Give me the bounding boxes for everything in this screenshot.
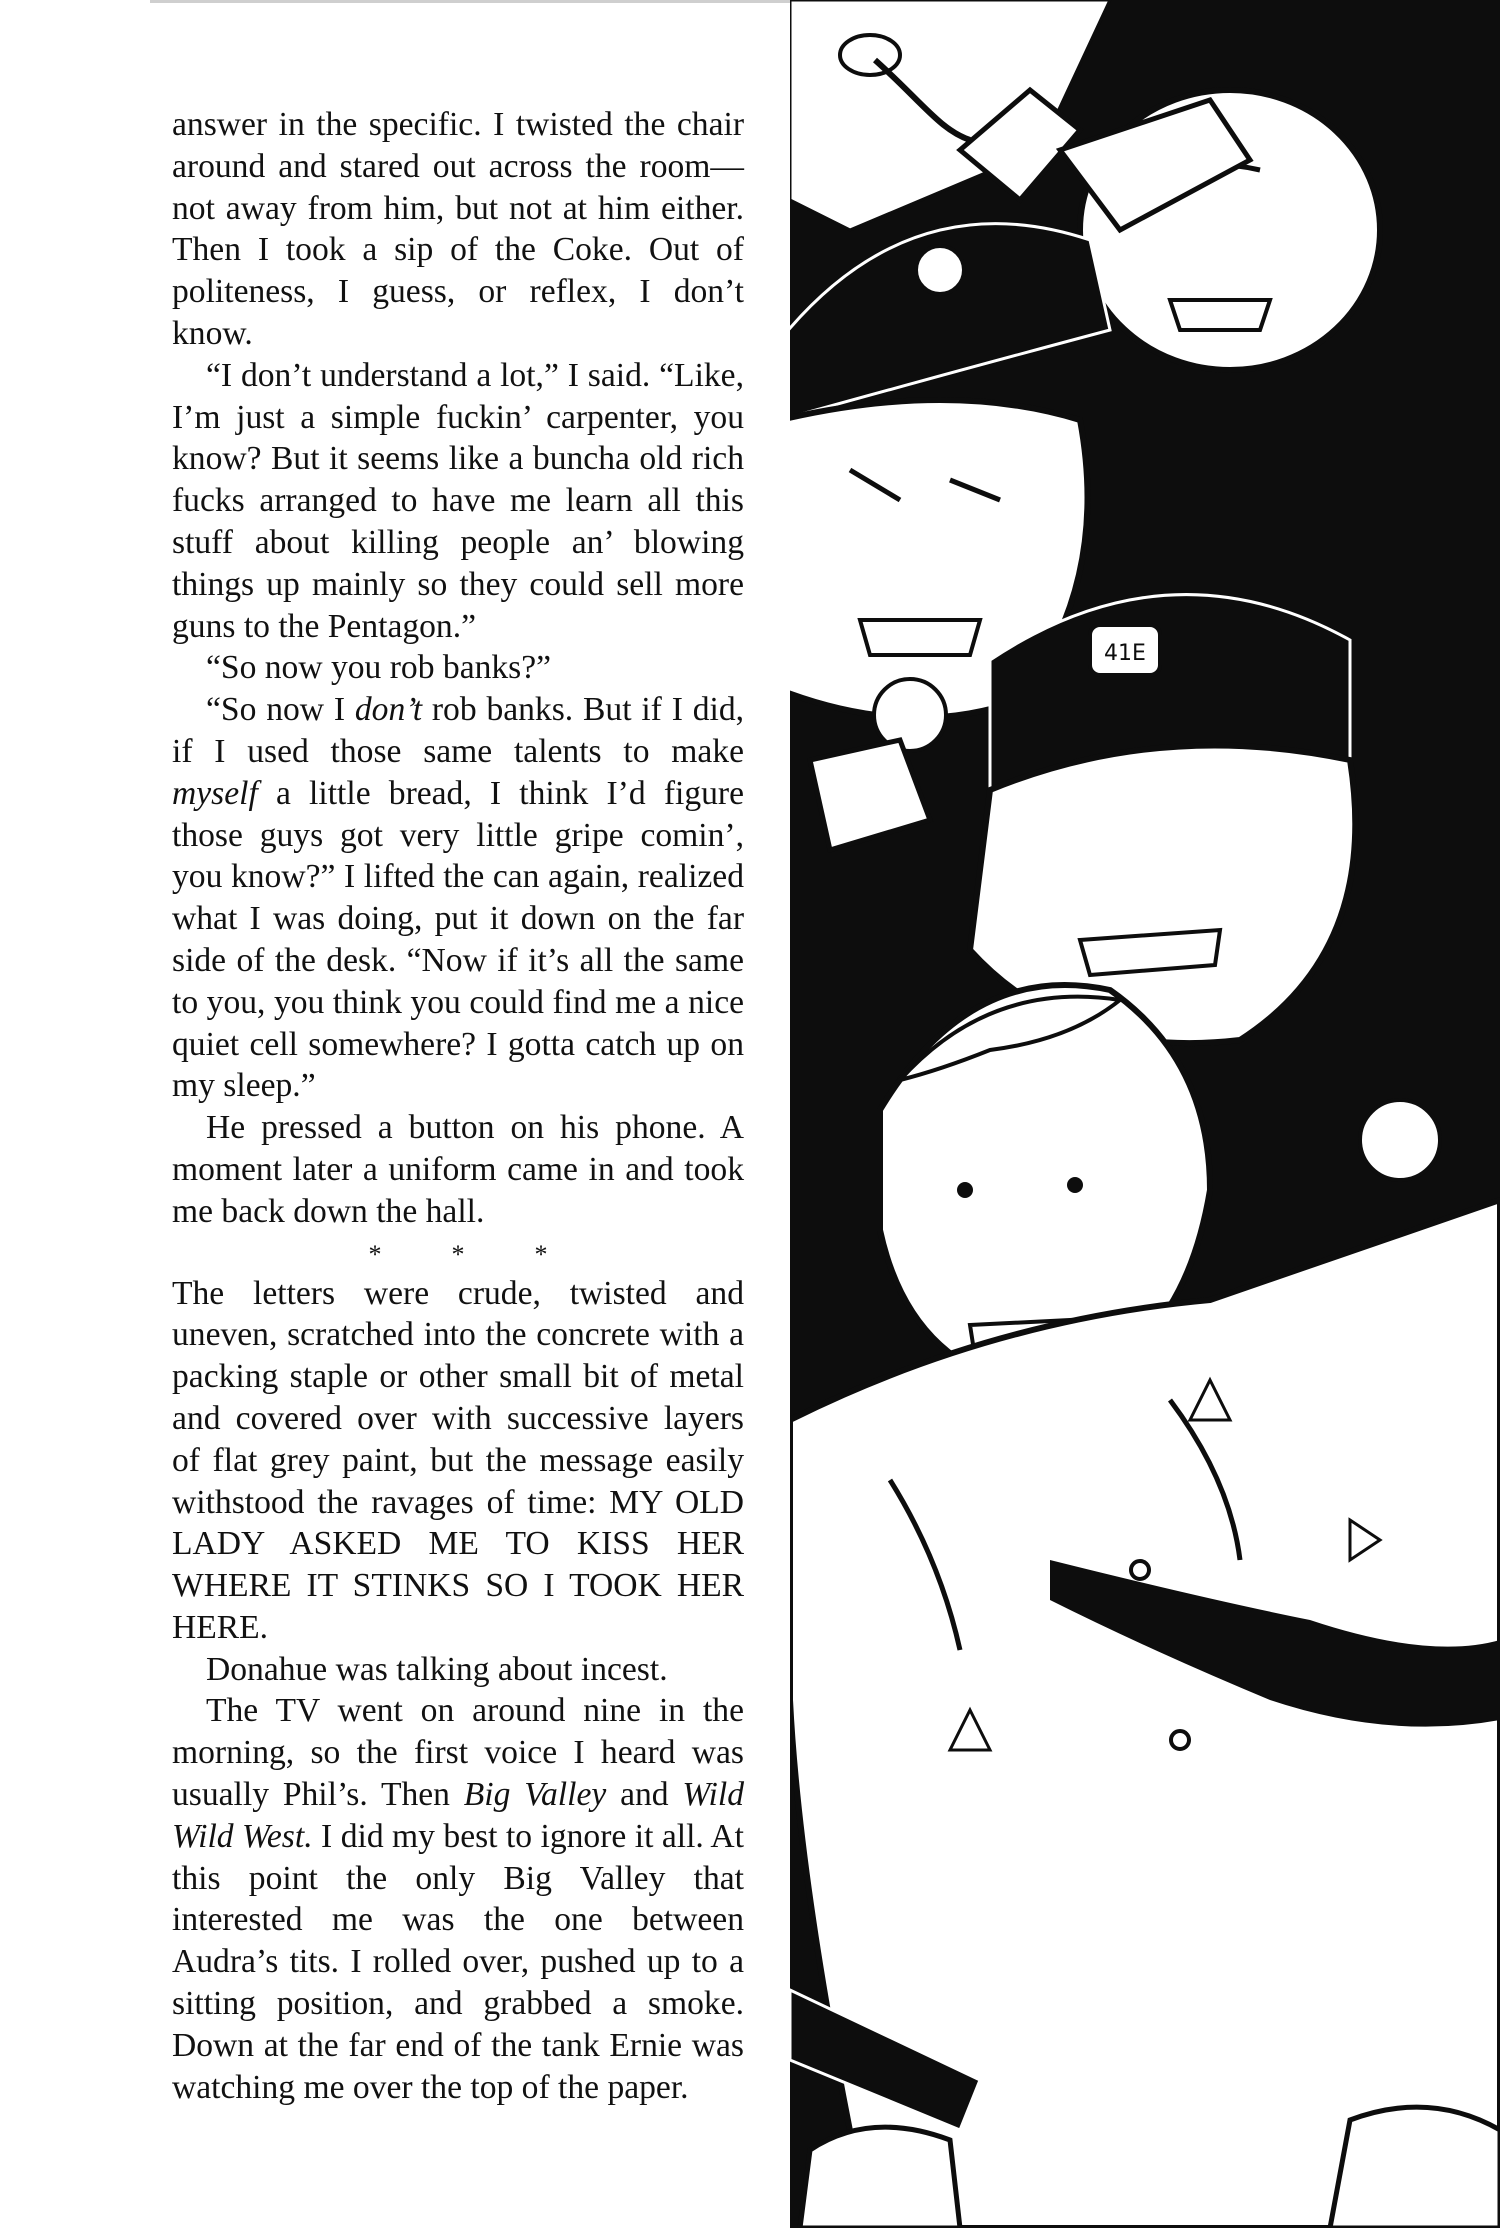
officer-head-bottom-right bbox=[1330, 2107, 1500, 2228]
officer-teeth-left bbox=[860, 620, 980, 655]
text-column bbox=[172, 104, 744, 2108]
paragraph-4-part-1: “So now I bbox=[206, 691, 355, 729]
paragraph-4-italic-2: myself bbox=[172, 774, 258, 812]
scene-break-asterisk-3: * bbox=[534, 1239, 548, 1269]
top-rule bbox=[150, 0, 790, 3]
scene-break bbox=[172, 1233, 744, 1273]
paragraph-8-part-1: The TV went on around nine in the morning, so the first voice I heard was usually Phil’s. Then bbox=[172, 1692, 744, 1814]
shirt-button-2 bbox=[1171, 1731, 1189, 1749]
officer-teeth-top bbox=[1170, 300, 1270, 330]
paragraph-1: answer in the specific. I twisted the chair around and stared out across the room—not away from him, but not at him either. Then I took a sip of the Coke. Out of politeness, I guess, or reflex, I don’t know. bbox=[172, 106, 744, 352]
paragraph-8-part-2: and bbox=[606, 1776, 683, 1814]
prisoner-eye-right bbox=[1067, 1177, 1083, 1193]
officer-head-bottom-left bbox=[800, 2127, 960, 2228]
paragraph-3: “So now you rob banks?” bbox=[206, 649, 552, 687]
paragraph-8-italic-2: Wild Wild West. bbox=[172, 1776, 744, 1855]
paragraph-4-part-2: rob banks. But if I did, if I used those same talents to make bbox=[172, 691, 745, 770]
paragraph-8-part-3: I did my best to ignore it all. At this point the only Big Valley that interested me was the one between Audra’s tits. I rolled over, pushed up to a sitting position, and grabbed a smoke. Down at the far end of the tank Ernie was watching me over the top of the paper. bbox=[172, 1817, 745, 2106]
paragraph-5: He pressed a button on his phone. A moment later a uniform came in and took me back down the hall. bbox=[172, 1109, 744, 1230]
chest-badge-right-icon bbox=[1360, 1100, 1440, 1180]
paragraph-4-italic-1: don’t bbox=[354, 691, 423, 729]
paragraph-8 bbox=[172, 1690, 744, 2108]
paragraph-4-part-3: a little bread, I think I’d figure those guys got very little gripe comin’, you know?” I lifted the can again, realized what I was doing, put it down on the far side of the desk. “Now if it’s all the same to you, you think you could find me a nice quiet cell somewhere? I gotta catch up on my sleep.” bbox=[172, 774, 744, 1105]
ceiling-fixture-icon bbox=[840, 35, 900, 75]
scene-break-asterisk-2: * bbox=[451, 1239, 465, 1269]
chest-badge-left-icon bbox=[874, 679, 946, 751]
police-crowd-illustration bbox=[790, 0, 1500, 2228]
paragraph-8-italic-1: Big Valley bbox=[463, 1776, 607, 1814]
scene-break-asterisk-1: * bbox=[368, 1239, 382, 1269]
shirt-button-1 bbox=[1131, 1561, 1149, 1579]
illustration-svg bbox=[790, 0, 1500, 2228]
paragraph-6: The letters were crude, twisted and uneven, scratched into the concrete with a packing staple or other small bit of metal and covered over with successive layers of flat grey paint, but the message easily withstood the ravages of time: MY OLD LADY ASKED ME TO KISS HER WHERE IT STINKS SO I TOOK HER HERE. bbox=[172, 1274, 744, 1646]
officer-teeth-middle bbox=[1080, 930, 1220, 975]
paragraph-2: “I don’t understand a lot,” I said. “Like, I’m just a simple fuckin’ carpenter, you know? But it seems like a buncha old rich fucks arranged to have me learn all this stuff about killing people an’ blowing things up mainly so they could sell more guns to the Pentagon.” bbox=[172, 356, 744, 645]
prisoner-eye-left bbox=[957, 1182, 973, 1198]
cap-badge-left-icon bbox=[916, 246, 964, 294]
cap-badge-middle-text: 41E bbox=[1104, 641, 1146, 666]
paragraph-7: Donahue was talking about incest. bbox=[206, 1650, 668, 1688]
paragraph-4 bbox=[172, 689, 744, 1107]
